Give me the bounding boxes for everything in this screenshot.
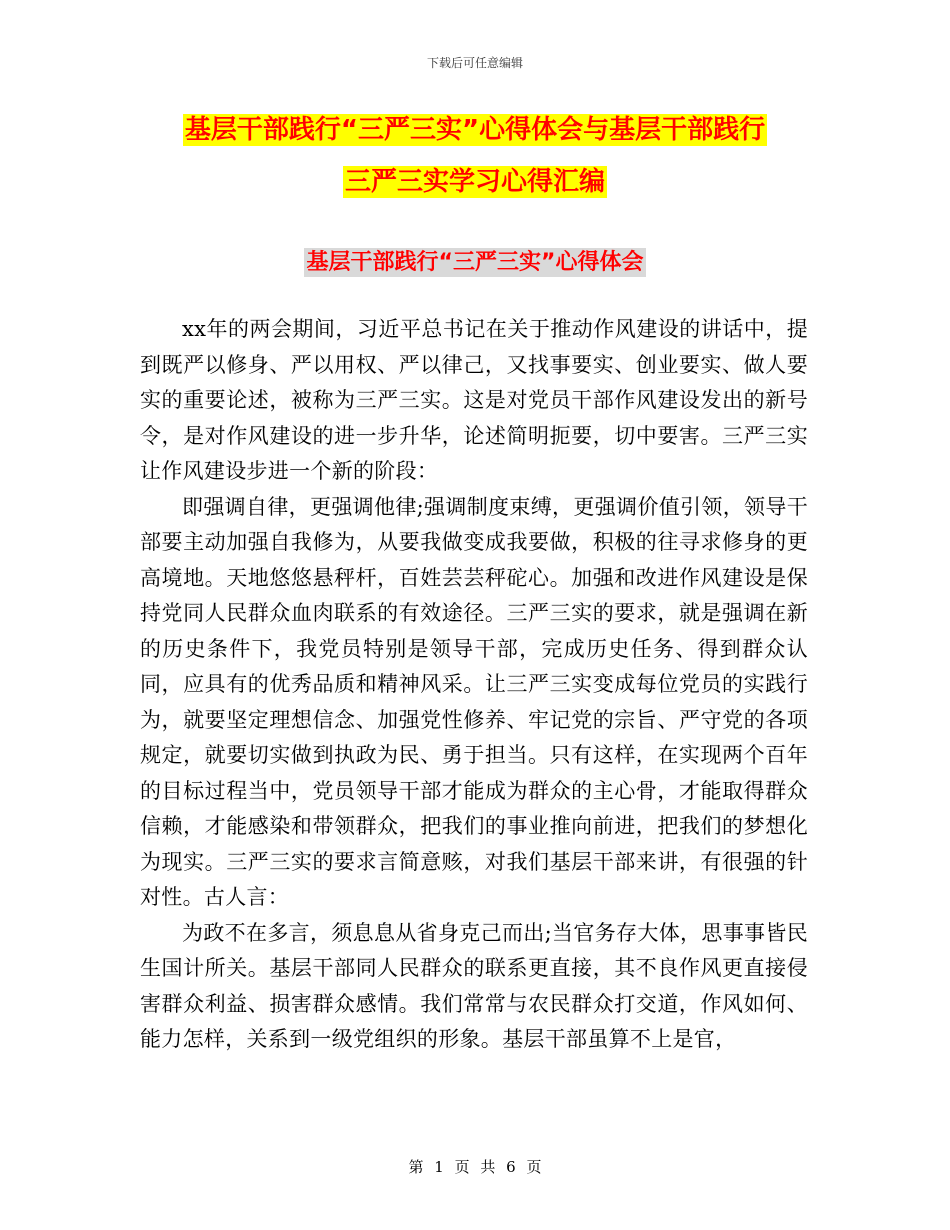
document-title-line2: 三严三实学习心得汇编 xyxy=(344,167,605,197)
document-title xyxy=(60,104,890,208)
document-title-line1: 基层干部践行“三严三实”心得体会与基层干部践行 xyxy=(184,115,766,145)
document-body xyxy=(140,312,808,1058)
paragraph: 即强调自律，更强调他律;强调制度束缚，更强调价值引领，领导干部要主动加强自我修为，从要我做变成我要做，积极的往寻求修身的更高境地。天地悠悠悬秤杆，百姓芸芸秤砣心。加强和改进作风建设是保持党同人民群众血肉联系的有效途径。三严三实的要求，就是强调在新的历史条件下，我党员特别是领导干部，完成历史任务、得到群众认同，应具有的优秀品质和精神风采。让三严三实变成每位党员的实践行为，就要坚定理想信念、加强党性修养、牢记党的宗旨、严守党的各项规定，就要切实做到执政为民、勇于担当。只有这样，在实现两个百年的目标过程当中，党员领导干部才能成为群众的主心骨，才能取得群众信赖，才能感染和带领群众，把我们的事业推向前进，把我们的梦想化为现实。三严三实的要求言简意赅，对我们基层干部来讲，有很强的针对性。古人言： xyxy=(140,494,808,909)
paragraph: xx年的两会期间，习近平总书记在关于推动作风建设的讲话中，提到既严以修身、严以用权、严以律己，又找事要实、创业要实、做人要实的重要论述，被称为三严三实。这是对党员干部作风建设发出的新号令，是对作风建设的进一步升华，论述简明扼要，切中要害。三严三实让作风建设步进一个新的阶段： xyxy=(140,317,808,483)
section-title-text: 基层干部践行“三严三实”心得体会 xyxy=(304,248,647,277)
header-note: 下载后可任意编辑 xyxy=(426,56,523,70)
section-title xyxy=(0,245,950,276)
paragraph: 为政不在多言，须息息从省身克己而出;当官务存大体，思事事皆民生国计所关。基层干部同人民群众的联系更直接，其不良作风更直接侵害群众利益、损害群众感情。我们常常与农民群众打交道，作风如何、能力怎样，关系到一级党组织的形象。基层干部虽算不上是官， xyxy=(140,920,808,1051)
page-footer: 第 1 页 共 6 页 xyxy=(408,1158,542,1176)
